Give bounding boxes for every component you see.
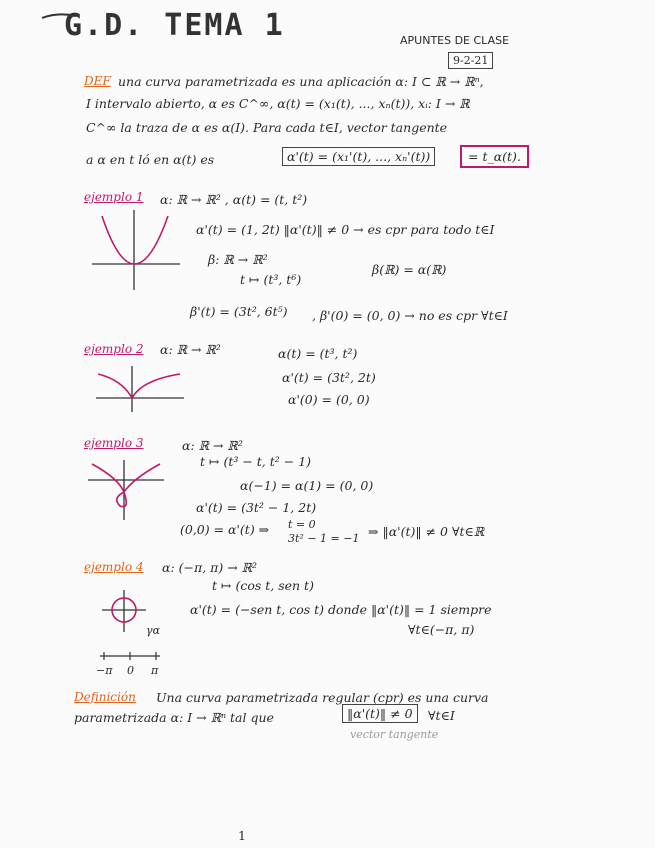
circle-sketch: [100, 588, 150, 634]
page-number: 1: [238, 828, 246, 843]
title-stroke-icon: [40, 10, 80, 22]
axis-label-pi: π: [151, 664, 159, 677]
definition-2-line-1: Una curva parametrizada regular (cpr) es una curva: [156, 690, 489, 705]
example-1-line-6: β'(t) = (3t², 6t⁵): [190, 304, 288, 319]
example-3-line-6: t = 0: [288, 518, 316, 531]
example-4-line-2: t ↦ (cos t, sen t): [212, 578, 314, 593]
example-1-line-4: t ↦ (t³, t⁶): [240, 272, 302, 287]
example-4-line-3: α'(t) = (−sen t, cos t) donde ‖α'(t)‖ = 1 siempre: [190, 602, 492, 617]
tangent-symbol: = t_α(t).: [460, 145, 529, 168]
example-1-line-1: α: ℝ → ℝ² , α(t) = (t, t²): [160, 192, 308, 207]
axis-label-minus-pi: −π: [96, 664, 113, 677]
regularity-forall: ∀t∈I: [428, 708, 455, 723]
example-3-line-8: ⇒ ‖α'(t)‖ ≠ 0 ∀t∈ℝ: [368, 524, 485, 539]
def-line-3: C^∞ la traza de α es α(I). Para cada t∈I, vector tangente: [86, 120, 448, 135]
loop-curve-sketch: [84, 458, 168, 522]
cusp-sketch: [92, 364, 188, 414]
regularity-condition: ‖α'(t)‖ ≠ 0: [342, 704, 418, 723]
example-3-line-3: α(−1) = α(1) = (0, 0): [240, 478, 374, 493]
page-title: G.D. TEMA 1: [64, 8, 285, 43]
example-3-line-5: (0,0) = α'(t) ⇒: [180, 522, 270, 537]
example-2-line-1: α: ℝ → ℝ²: [160, 342, 221, 357]
def-line-1: una curva parametrizada es una aplicación α: I ⊂ ℝ → ℝⁿ,: [118, 74, 484, 89]
example-2-line-2: α(t) = (t³, t²): [278, 346, 358, 361]
definition-2-label: Definición: [74, 690, 136, 704]
example-4-line-4: ∀t∈(−π, π): [408, 622, 475, 637]
example-1-label: ejemplo 1: [84, 190, 144, 204]
example-3-line-2: t ↦ (t³ − t, t² − 1): [200, 454, 312, 469]
example-4-line-1: α: (−π, π) → ℝ²: [162, 560, 258, 575]
def-label: DEF: [84, 74, 111, 88]
example-1-line-7: , β'(0) = (0, 0) → no es cpr ∀t∈I: [312, 308, 508, 323]
example-1-line-2: α'(t) = (1, 2t) ‖α'(t)‖ ≠ 0 → es cpr para todo t∈I: [196, 222, 495, 237]
example-3-line-1: α: ℝ → ℝ²: [182, 438, 243, 453]
example-3-label: ejemplo 3: [84, 436, 144, 450]
axis-label-zero: 0: [127, 664, 134, 677]
example-3-line-4: α'(t) = (3t² − 1, 2t): [196, 500, 317, 515]
tangent-formula: α'(t) = (x₁'(t), ..., xₙ'(t)): [282, 147, 435, 166]
example-3-line-7: 3t² − 1 = −1: [288, 532, 360, 545]
interval-axis-sketch: [98, 650, 162, 662]
notes-subtitle: APUNTES DE CLASE: [400, 34, 510, 47]
parabola-sketch: [88, 208, 184, 292]
def-line-4: a α en t ló en α(t) es: [86, 152, 215, 167]
example-2-label: ejemplo 2: [84, 342, 144, 356]
example-4-label: ejemplo 4: [84, 560, 144, 574]
example-2-line-4: α'(0) = (0, 0): [288, 392, 370, 407]
def-line-2: I intervalo abierto, α es C^∞, α(t) = (x₁(t), ..., xₙ(t)), xᵢ: I → ℝ: [86, 96, 470, 111]
example-2-line-3: α'(t) = (3t², 2t): [282, 370, 376, 385]
example-1-line-5: β(ℝ) = α(ℝ): [372, 262, 447, 277]
definition-2-line-2: parametrizada α: I → ℝⁿ tal que: [74, 710, 274, 725]
date-box: 9-2-21: [448, 52, 493, 69]
tangent-vector-note: vector tangente: [350, 728, 439, 741]
example-1-line-3: β: ℝ → ℝ²: [208, 252, 268, 267]
example-4-curve-label: γα: [146, 624, 161, 637]
